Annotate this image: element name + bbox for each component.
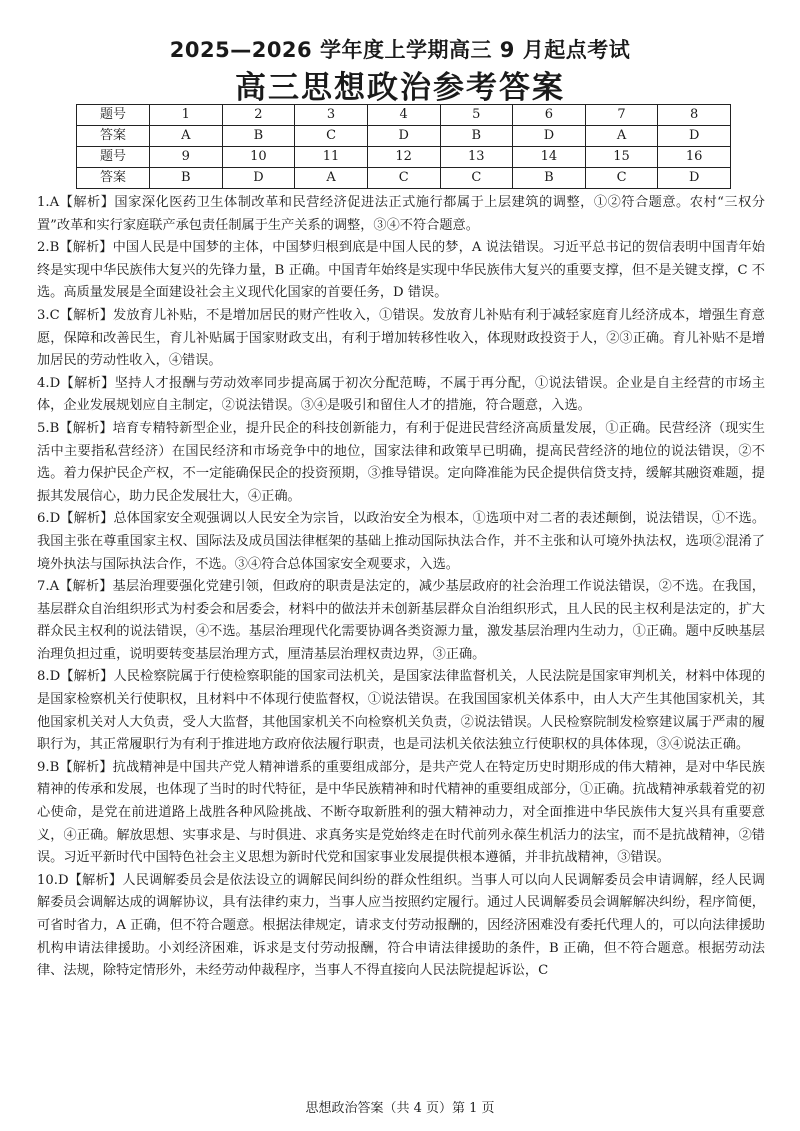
question-number-cell: 7	[585, 105, 658, 126]
question-number-cell: 11	[295, 147, 368, 168]
explanation-label: 7.A【解析】	[37, 579, 113, 595]
explanation-text: 人民检察院属于行使检察职能的国家司法机关，是国家法律监督机关，人民法院是国家审判机关，材料中体现的是国家检察机关行使职权，且材料中不体现行使监督权，①说法错误。在我国国家机关体系中，由人大产生其他国家机关，其他国家机关对人大负责，受人大监督，其他国家机关不向检察机关负责，②说法错误。人民检察院制发检察建议属于严肃的履职行为，其正常履职行为有利于推进地方政府依法履行职责，也是司法机关依法独立行使职权的具体体现，③④说法正确。	[37, 669, 766, 753]
explanation-label: 9.B【解析】	[37, 759, 113, 775]
answer-cell: A	[585, 126, 658, 147]
explanation-label: 4.D【解析】	[37, 375, 115, 391]
question-number-cell: 4	[367, 105, 440, 126]
explanation-text: 人民调解委员会是依法设立的调解民间纠纷的群众性组织。当事人可以向人民调解委员会申请调解，经人民调解委员会调解达成的调解协议，具有法律约束力，当事人应当按照约定履行。通过人民调解委员会调解解决纠纷，程序简便，可省时省力，A 正确，但不符合题意。根据法律规定，请求支付劳动报酬的，因经济困难没有委托代理人的，可以向法律援助机构申请法律援助。小刘经济困难，诉求是支付劳动报酬，符合申请法律援助的条件，B 正确，但不符合题意。根据劳动法律、法规，除特定情形外，未经劳动仲裁程序，当事人不得直接向人民法院提起诉讼，C	[37, 872, 765, 979]
table-row-numbers-1	[77, 105, 731, 126]
table-row-answers-2	[77, 168, 731, 189]
row-label-answer: 答案	[77, 168, 150, 189]
question-number-cell: 2	[222, 105, 295, 126]
question-number-cell: 13	[440, 147, 513, 168]
explanation-text: 坚持人才报酬与劳动效率同步提高属于初次分配范畴，不属于再分配，①说法错误。企业是自主经营的市场主体，企业发展规划应自主制定，②说法错误。③④是吸引和留住人才的措施，符合题意，入选。	[37, 375, 766, 414]
explanation-item	[37, 305, 765, 373]
answer-cell: A	[150, 126, 223, 147]
question-number-cell: 5	[440, 105, 513, 126]
answer-cell: B	[440, 126, 513, 147]
answer-cell: C	[585, 168, 658, 189]
explanation-text: 国家深化医药卫生体制改革和民营经济促进法正式施行都属于上层建筑的调整，①②符合题意。农村“三权分置”改革和实行家庭联产承包责任制属于生产关系的调整，③④不符合题意。	[37, 195, 765, 233]
answer-cell: B	[513, 168, 586, 189]
explanation-item	[37, 237, 765, 305]
explanation-text: 抗战精神是中国共产党人精神谱系的重要组成部分，是共产党人在特定历史时期形成的伟大精神，是对中华民族精神的传承和发展，也体现了当时的时代特征，是中华民族精神和时代精神的重要组成部分，①正确。抗战精神承载着党的初心使命，是党在前进道路上战胜各种风险挑战、不断夺取新胜利的强大精神动力，对全面推进中华民族伟大复兴具有重要意义，④正确。解放思想、实事求是、与时俱进、求真务实是党始终走在时代前列永葆生机活力的法宝，而不是抗战精神，②错误。习近平新时代中国特色社会主义思想为新时代党和国家事业发展提供根本遵循，并非抗战精神，③错误。	[37, 759, 765, 866]
answer-cell: B	[150, 168, 223, 189]
explanation-label: 5.B【解析】	[37, 420, 113, 436]
explanation-item	[37, 666, 765, 756]
answer-cell: C	[295, 126, 368, 147]
row-label-number: 题号	[77, 147, 150, 168]
explanation-text: 中国人民是中国梦的主体，中国梦归根到底是中国人民的梦，A 说法错误。习近平总书记的贺信表明中国青年始终是实现中华民族伟大复兴的先锋力量，B 正确。中国青年始终是实现中华民族伟大复兴的重要支撑，但不是关键支撑，C 不选。高质量发展是全面建设社会主义现代化国家的首要任务，D 错误。	[37, 240, 765, 301]
exam-title: 2025—2026 学年度上学期高三 9 月起点考试	[169, 38, 631, 62]
answer-cell: D	[658, 126, 731, 147]
question-number-cell: 9	[150, 147, 223, 168]
explanation-item	[37, 373, 765, 418]
explanation-label: 2.B【解析】	[37, 240, 113, 256]
explanation-label: 3.C【解析】	[37, 307, 114, 323]
question-number-cell: 12	[367, 147, 440, 168]
page-footer: 思想政治答案（共 4 页）第 1 页	[305, 1101, 495, 1116]
explanation-text: 发放育儿补贴，不是增加居民的财产性收入，①错误。发放育儿补贴有利于减轻家庭育儿经济成本，增强生育意愿，保障和改善民生，育儿补贴属于国家财政支出，有利于增加转移性收入，体现财政投资于人，②③正确。育儿补贴不是增加居民的劳动性收入，④错误。	[37, 307, 765, 369]
explanation-item	[37, 192, 765, 237]
question-number-cell: 16	[658, 147, 731, 168]
question-number-cell: 1	[150, 105, 223, 126]
question-number-cell: 15	[585, 147, 658, 168]
answer-cell: D	[367, 126, 440, 147]
answer-cell: D	[658, 168, 731, 189]
document-title: 高三思想政治参考答案	[235, 70, 565, 106]
answer-cell: A	[295, 168, 368, 189]
explanation-text: 培育专精特新型企业，提升民企的科技创新能力，有利于促进民营经济高质量发展，①正确。民营经济（现实生活中主要指私营经济）在国民经济和市场竞争中的地位，国家法律和政策早已明确，提高民营经济的地位的说法错误，②不选。着力保护民企产权，不一定能确保民企的投资预期，③推导错误。定向降准能为民企提供信贷支持，缓解其融资难题，提振其发展信心，助力民企发展壮大，④正确。	[37, 420, 765, 504]
explanation-label: 1.A【解析】	[37, 195, 115, 210]
explanation-item	[37, 576, 765, 666]
table-row-answers-1	[77, 126, 731, 147]
answer-cell: D	[222, 168, 295, 189]
explanation-label: 8.D【解析】	[37, 669, 114, 685]
question-number-cell: 14	[513, 147, 586, 168]
question-number-cell: 8	[658, 105, 731, 126]
answer-cell: B	[222, 126, 295, 147]
answer-cell: D	[513, 126, 586, 147]
explanation-label: 6.D【解析】	[37, 511, 114, 527]
explanation-text: 基层治理要强化党建引领，但政府的职责是法定的，减少基层政府的社会治理工作说法错误，②不选。在我国，基层群众自治组织形式为村委会和居委会，材料中的做法并未创新基层群众自治组织形式，且人民的民主权利是法定的，扩大群众民主权利的说法错误，④不选。基层治理现代化需要协调各类资源力量，激发基层治理内生动力，①正确。题中反映基层治理负担过重，说明要转变基层治理方式，厘清基层治理权责边界，③正确。	[37, 579, 765, 662]
row-label-answer: 答案	[77, 126, 150, 147]
table-row-numbers-2	[77, 147, 731, 168]
question-number-cell: 10	[222, 147, 295, 168]
answer-table	[76, 104, 731, 189]
explanation-item	[37, 870, 765, 983]
question-number-cell: 3	[295, 105, 368, 126]
explanation-item	[37, 757, 765, 870]
explanations-section	[37, 192, 765, 983]
question-number-cell: 6	[513, 105, 586, 126]
explanation-item	[37, 418, 765, 508]
answer-cell: C	[440, 168, 513, 189]
row-label-number: 题号	[77, 105, 150, 126]
answer-cell: C	[367, 168, 440, 189]
explanation-label: 10.D【解析】	[37, 872, 123, 888]
explanation-text: 总体国家安全观强调以人民安全为宗旨，以政治安全为根本，①选项中对二者的表述颠倒，说法错误，①不选。我国主张在尊重国家主权、国际法及成员国法律框架的基础上推动国际执法合作，并不主张和认可境外执法权，选项②混淆了境外执法与国际执法合作，不选。③④符合总体国家安全观要求，入选。	[37, 511, 766, 572]
explanation-item	[37, 508, 765, 576]
